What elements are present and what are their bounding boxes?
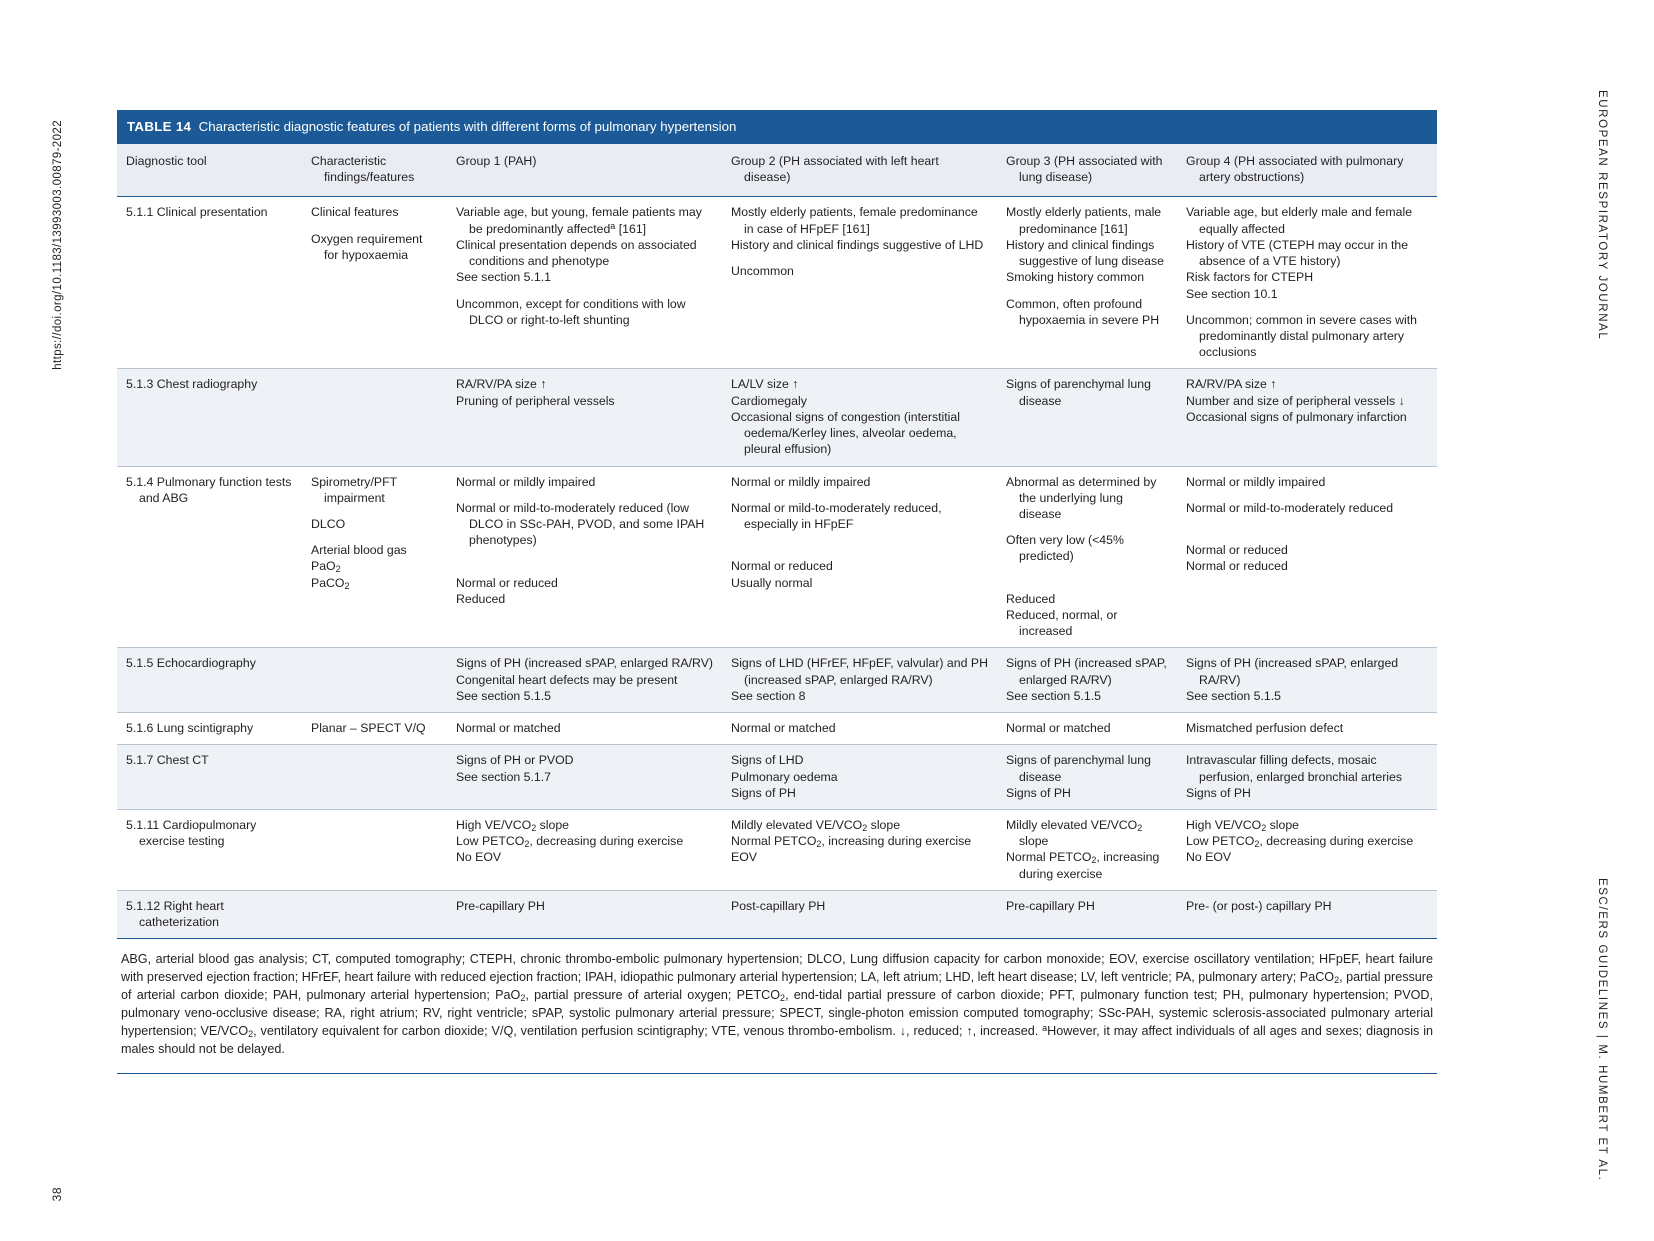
cell-group-2: LA/LV size ↑ Cardiomegaly Occasional signs of congestion (interstitial oedema/Kerley lines, alveolar oedema, pleural effusion) [722, 369, 997, 466]
cell-group-3: Mildly elevated $VE/VCO_2$ slope Normal $PETCO_2$, increasing during exercise [997, 810, 1177, 891]
cell-group-3: Signs of parenchymal lung disease Signs of PH [997, 745, 1177, 810]
column-header-diagnostic-tool: Diagnostic tool [117, 144, 302, 197]
column-header-group-4: Group 4 (PH associated with pulmonary artery obstructions) [1177, 144, 1437, 197]
cell-characteristic-findings: Clinical features Oxygen requirement for hypoxaemia [311, 205, 423, 262]
cell-group-3: Normal or matched [997, 713, 1177, 745]
cell-group-3: Abnormal as determined by the underlying lung disease Often very low (<45% predicted) Reduced Reduced, normal, or increased [997, 466, 1177, 648]
table-title-bar [117, 110, 1437, 144]
cell-group-4: RA/RV/PA size ↑ Number and size of peripheral vessels ↓ Occasional signs of pulmonary infarction [1177, 369, 1437, 466]
cell-group-1: Signs of PH or PVOD See section 5.1.7 [447, 745, 722, 810]
table-row [117, 745, 1437, 810]
cell-group-1: Normal or mildly impaired Normal or mild-to-moderately reduced (low DLCO in SSc-PAH, PVOD, and some IPAH phenotypes) Normal or reduced Reduced [447, 466, 722, 648]
cell-group-1: High $VE/VCO_2$ slope Low $PETCO_2$, decreasing during exercise No EOV [447, 810, 722, 891]
running-head: ESC/ERS GUIDELINES | M. HUMBERT ET AL. [1596, 877, 1608, 1181]
table-header-row [117, 144, 1437, 197]
cell-group-3: Mostly elderly patients, male predominance [161] History and clinical findings suggestive of lung disease Smoking history common Common, often profound hypoxaemia in severe PH [1006, 205, 1164, 327]
cell-characteristic-findings [302, 890, 447, 938]
cell-group-2: Signs of LHD Pulmonary oedema Signs of PH [722, 745, 997, 810]
cell-diagnostic-tool: 5.1.11 Cardiopulmonary exercise testing [117, 810, 302, 891]
cell-group-2: Normal or matched [722, 713, 997, 745]
cell-group-1: RA/RV/PA size ↑ Pruning of peripheral vessels [447, 369, 722, 466]
table-row [117, 713, 1437, 745]
cell-group-3: Signs of parenchymal lung disease [997, 369, 1177, 466]
cell-characteristic-findings [302, 745, 447, 810]
cell-group-2: Mildly elevated $VE/VCO_2$ slope Normal $PETCO_2$, increasing during exercise EOV [722, 810, 997, 891]
table-14 [117, 110, 1437, 1074]
cell-diagnostic-tool: 5.1.4 Pulmonary function tests and ABG [117, 466, 302, 648]
table-row [117, 810, 1437, 891]
table-row [117, 466, 1437, 648]
column-header-group-1: Group 1 (PAH) [447, 144, 722, 197]
column-header-group-3: Group 3 (PH associated with lung disease) [997, 144, 1177, 197]
cell-characteristic-findings [302, 810, 447, 891]
table-title: Characteristic diagnostic features of patients with different forms of pulmonary hypertension [198, 119, 737, 134]
diagnostic-features-table [117, 144, 1437, 938]
journal-name: EUROPEAN RESPIRATORY JOURNAL [1596, 90, 1608, 341]
cell-characteristic-findings: Planar – SPECT V/Q [302, 713, 447, 745]
cell-group-4: Pre- (or post-) capillary PH [1177, 890, 1437, 938]
cell-group-4: Variable age, but elderly male and female equally affected History of VTE (CTEPH may occur in the absence of a VTE history) Risk factors for CTEPH See section 10.1 Uncommon; common in severe cases with predominantly distal pulmonary artery occlusions [1186, 205, 1417, 360]
cell-group-1: Pre-capillary PH [447, 890, 722, 938]
cell-group-2: Post-capillary PH [722, 890, 997, 938]
cell-group-4: Intravascular filling defects, mosaic perfusion, enlarged bronchial arteries Signs of PH [1177, 745, 1437, 810]
cell-characteristic-findings [302, 369, 447, 466]
table-header [117, 144, 1437, 197]
table-footnote: ABG, arterial blood gas analysis; CT, computed tomography; CTEPH, chronic thrombo-embolic pulmonary hypertension; DLCO, Lung diffusion capacity for carbon monoxide; EOV, exercise oscillatory ventilation; HFpEF, heart failure with preserved ejection fraction; HFrEF, heart failure with reduced ejection fraction; IPAH, idiopathic pulmonary arterial hypertension; LA, left atrium; LHD, left heart disease; LV, left ventricle; PA, pulmonary artery; PaCO$_2$, partial pressure of arterial carbon dioxide; PAH, pulmonary arterial hypertension; PaO$_2$, partial pressure of arterial oxygen; $PETCO_2$, end-tidal partial pressure of carbon dioxide; PFT, pulmonary function test; PH, pulmonary hypertension; PVOD, pulmonary veno-occlusive disease; RA, right atrium; RV, right ventricle; sPAP, systolic pulmonary arterial pressure; SPECT, single-photon emission computed tomography; SSc-PAH, systemic sclerosis-associated pulmonary arterial hypertension; $VE/VCO_2$, ventilatory equivalent for carbon dioxide; V/Q, ventilation perfusion scintigraphy; VTE, venous thrombo-embolism. ↓, reduced; ↑, increased. $^a$However, it may affect individuals of all ages and sexes; diagnosis in males should not be delayed. [117, 938, 1437, 1073]
column-header-characteristic-findings: Characteristic findings/features [302, 144, 447, 197]
table-label: TABLE 14 [127, 119, 192, 134]
cell-characteristic-findings [302, 648, 447, 713]
cell-group-4: Signs of PH (increased sPAP, enlarged RA/RV) See section 5.1.5 [1177, 648, 1437, 713]
page-number: 38 [50, 1186, 64, 1201]
cell-group-3: Signs of PH (increased sPAP, enlarged RA/RV) See section 5.1.5 [997, 648, 1177, 713]
cell-diagnostic-tool: 5.1.5 Echocardiography [117, 648, 302, 713]
column-header-group-2: Group 2 (PH associated with left heart disease) [722, 144, 997, 197]
cell-characteristic-findings: Spirometry/PFT impairment DLCO Arterial blood gas PaO$_2$ PaCO$_2$ [302, 466, 447, 648]
table-row [117, 648, 1437, 713]
cell-group-2: Signs of LHD (HFrEF, HFpEF, valvular) and PH (increased sPAP, enlarged RA/RV) See section 8 [722, 648, 997, 713]
table-row [117, 197, 1437, 369]
doi-link[interactable]: https://doi.org/10.1183/13993003.00879-2022 [52, 120, 64, 370]
table-row [117, 890, 1437, 938]
cell-group-1: Signs of PH (increased sPAP, enlarged RA/RV) Congenital heart defects may be present See section 5.1.5 [447, 648, 722, 713]
cell-group-2: Mostly elderly patients, female predominance in case of HFpEF [161] History and clinical findings suggestive of LHD Uncommon [731, 205, 984, 279]
table-body [117, 197, 1437, 938]
cell-group-2: Normal or mildly impaired Normal or mild-to-moderately reduced, especially in HFpEF Normal or reduced Usually normal [722, 466, 997, 648]
cell-group-4: High $VE/VCO_2$ slope Low $PETCO_2$, decreasing during exercise No EOV [1177, 810, 1437, 891]
cell-group-1: Normal or matched [447, 713, 722, 745]
cell-diagnostic-tool: 5.1.1 Clinical presentation [126, 205, 268, 220]
cell-group-4: Mismatched perfusion defect [1177, 713, 1437, 745]
cell-diagnostic-tool: 5.1.12 Right heart catheterization [117, 890, 302, 938]
cell-group-3: Pre-capillary PH [997, 890, 1177, 938]
table-row [117, 369, 1437, 466]
cell-diagnostic-tool: 5.1.7 Chest CT [117, 745, 302, 810]
cell-group-1: Variable age, but young, female patients may be predominantly affected$^a$ [161] Clinical presentation depends on associated conditions and phenotype See section 5.1.1 Uncommon, except for conditions with low DLCO or right-to-left shunting [456, 205, 702, 327]
cell-diagnostic-tool: 5.1.3 Chest radiography [117, 369, 302, 466]
cell-group-4: Normal or mildly impaired Normal or mild-to-moderately reduced Normal or reduced Normal or reduced [1177, 466, 1437, 648]
cell-diagnostic-tool: 5.1.6 Lung scintigraphy [117, 713, 302, 745]
